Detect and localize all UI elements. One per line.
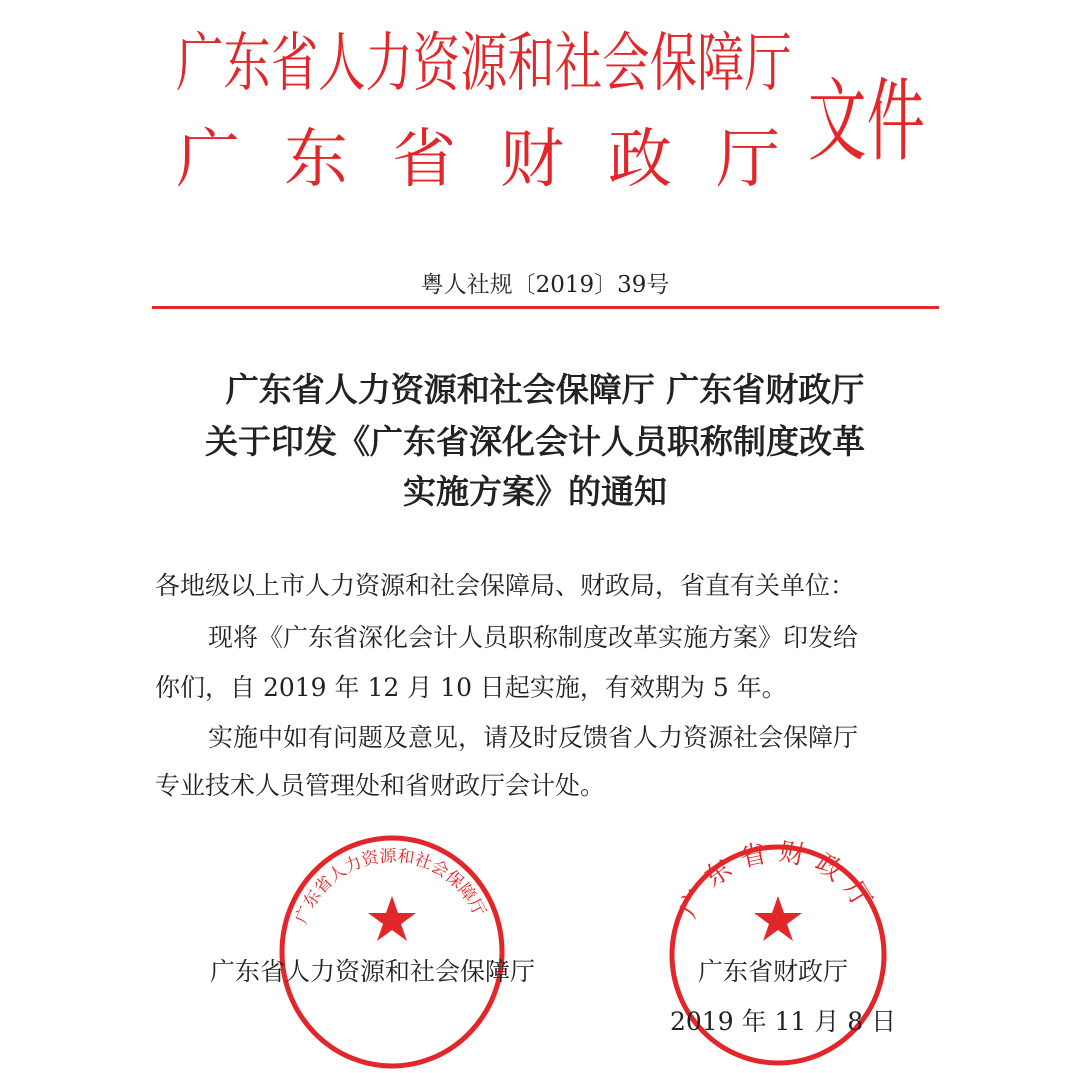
paragraph-1-line-1: 现将《广东省深化会计人员职称制度改革实施方案》印发给 (208, 623, 859, 652)
paragraph-2-line-2: 专业技术人员管理处和省财政厅会计处。 (155, 771, 606, 800)
title-line-2: 关于印发《广东省深化会计人员职称制度改革 (205, 422, 865, 461)
signature-date: 2019 年 11 月 8 日 (670, 1007, 897, 1036)
title-line-1: 广东省人力资源和社会保障厅 广东省财政厅 (225, 370, 865, 409)
document-number: 粤人社规〔2019〕39号 (420, 272, 670, 298)
seal-text-2: 广东省财政厅 (673, 836, 883, 923)
red-divider (152, 306, 939, 309)
star-icon (754, 896, 802, 941)
document-suffix: 文件 (808, 69, 925, 174)
signature-org-1: 广东省人力资源和社会保障厅 (210, 957, 536, 986)
paragraph-1-line-2: 你们，自 2019 年 12 月 10 日起实施，有效期为 5 年。 (155, 673, 787, 702)
signature-org-2: 广东省财政厅 (698, 957, 849, 986)
paragraph-2-line-1: 实施中如有问题及意见，请及时反馈省人力资源社会保障厅 (208, 723, 859, 752)
star-icon (368, 896, 416, 941)
salutation: 各地级以上市人力资源和社会保障局、财政局，省直有关单位： (155, 571, 856, 600)
issuer-line-1: 广东省人力资源和社会保障厅 (176, 27, 792, 101)
seal-text-1: 广东省人力资源和社会保障厅 (291, 846, 490, 927)
title-line-3: 实施方案》的通知 (403, 472, 667, 511)
issuer-line-2: 广东省财政厅 (176, 123, 824, 197)
